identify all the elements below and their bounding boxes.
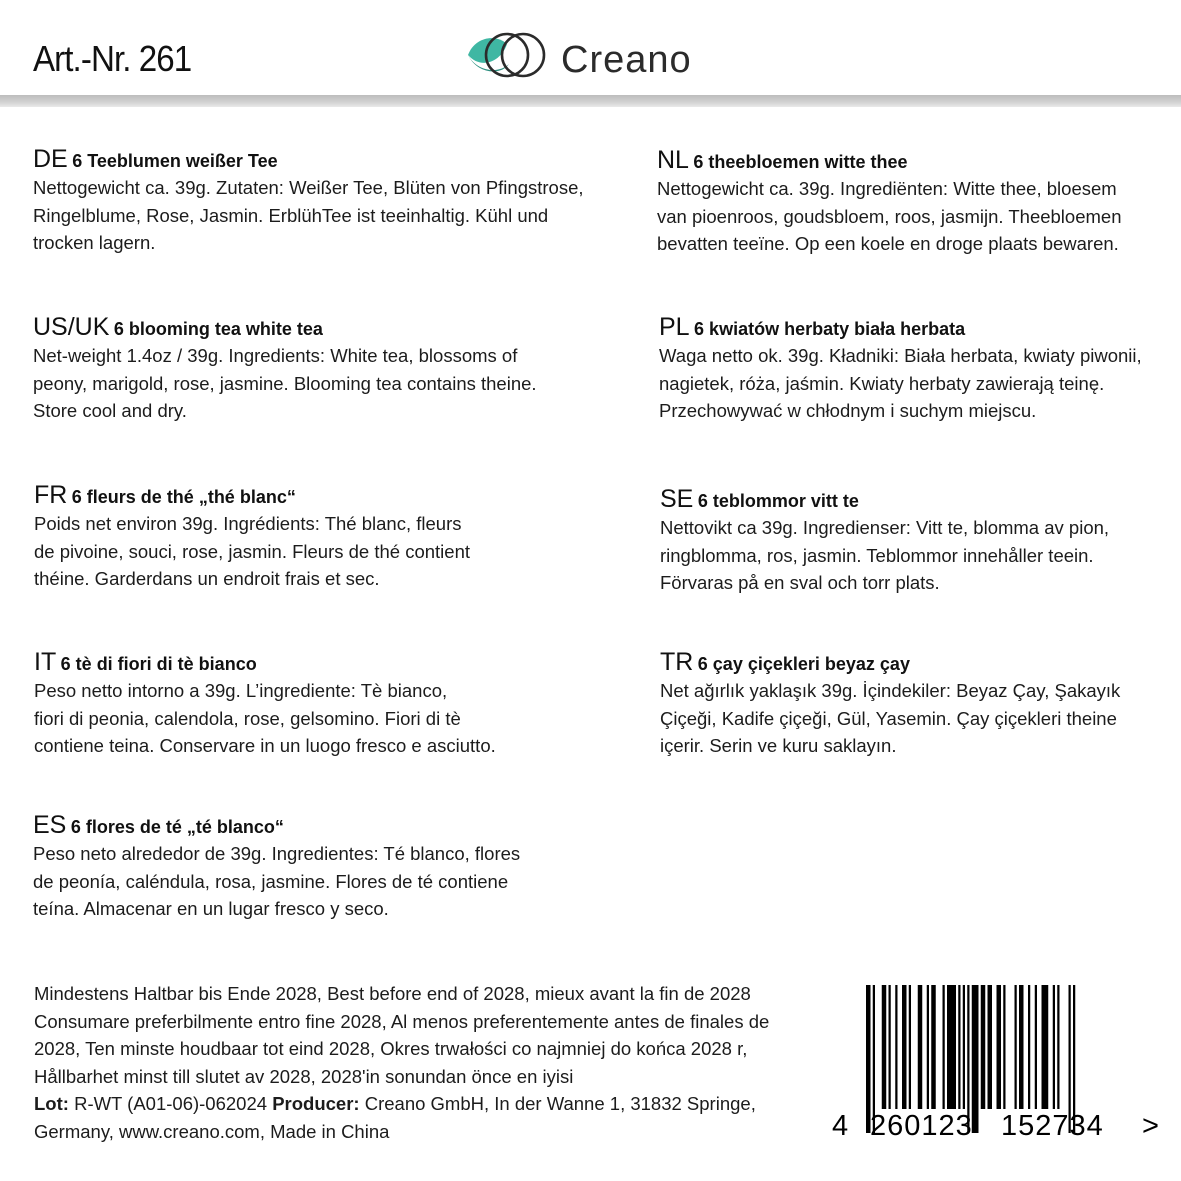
body-line: Förvaras på en sval och torr plats. (660, 572, 940, 593)
section-title: 6 theebloemen witte thee (693, 152, 908, 172)
body-line: Ringelblume, Rose, Jasmin. ErblühTee ist teeinhaltig. Kühl und (33, 204, 549, 226)
lang-code: FR (34, 481, 68, 509)
body-line: Nettogewicht ca. 39g. Ingrediënten: Witte thee, bloesem (657, 178, 1117, 199)
barcode (830, 985, 1165, 1145)
producer-line-2: Germany, www.creano.com, Made in China (34, 1120, 390, 1142)
section-se (660, 483, 1181, 597)
body-line: trocken lagern. (33, 232, 156, 253)
best-before-line: Mindestens Haltbar bis Ende 2028, Best before end of 2028, mieux avant la fin de 2028 (34, 983, 751, 1004)
barcode-bar (1015, 985, 1017, 1109)
section-body (33, 342, 593, 425)
body-line: fiori di peonia, calendola, rose, gelsomino. Fiori di tè (34, 707, 461, 729)
section-body (33, 174, 593, 257)
header-divider (0, 95, 1181, 107)
body-line: de peonía, caléndula, rosa, jasmine. Flores de té contiene (33, 870, 509, 892)
section-title: 6 Teeblumen weißer Tee (72, 151, 278, 171)
body-line: contiene teina. Conservare in un luogo fresco e asciutto. (34, 735, 496, 756)
lang-code: IT (34, 648, 57, 676)
barcode-bar (943, 985, 945, 1109)
producer-label: Producer: (272, 1093, 360, 1114)
barcode-bar (997, 985, 1002, 1109)
barcode-bar (1028, 985, 1030, 1109)
footer-info (34, 980, 794, 1145)
body-line: ringblomma, ros, jasmin. Teblommor innehåller teein. (660, 544, 1094, 566)
body-line: de pivoine, souci, rose, jasmin. Fleurs de thé contient (34, 540, 471, 562)
lang-code: ES (33, 811, 67, 839)
section-body (660, 677, 1181, 760)
body-line: teína. Almacenar en un lugar fresco y seco. (33, 898, 389, 919)
section-title: 6 blooming tea white tea (113, 319, 323, 339)
section-fr (34, 479, 574, 593)
art-number: Art.-Nr. 261 (33, 38, 192, 79)
best-before-line: 2028, Ten minste houdbaar tot eind 2028, Okres trwałości co najmniej do końca 2028 r, (34, 1038, 748, 1059)
barcode-bar (1057, 985, 1059, 1109)
barcode-bar (963, 985, 965, 1109)
two-leaf-circles-icon (465, 30, 547, 80)
barcode-bar (889, 985, 891, 1109)
body-line: Net ağırlık yaklaşık 39g. İçindekiler: Beyaz Çay, Şakayık (660, 680, 1121, 701)
body-line: théine. Garderdans un endroit frais et sec. (34, 568, 380, 589)
barcode-bar (902, 985, 907, 1109)
barcode-bar (882, 985, 887, 1109)
lot-label: Lot: (34, 1093, 69, 1114)
barcode-bar (931, 985, 936, 1109)
lang-code: TR (660, 648, 694, 676)
section-title: 6 kwiatów herbaty biała herbata (694, 319, 966, 339)
body-line: peony, marigold, rose, jasmine. Blooming tea contains theine. (33, 372, 537, 394)
section-title: 6 teblommor vitt te (697, 491, 859, 511)
section-it (34, 646, 574, 760)
section-title: 6 flores de té „té blanco“ (70, 817, 284, 837)
body-line: Poids net environ 39g. Ingrédients: Thé blanc, fleurs (34, 513, 462, 534)
brand-name: Creano (561, 39, 692, 81)
barcode-bar (909, 985, 911, 1109)
body-line: nagietek, róża, jaśmin. Kwiaty herbaty zawierają teinę. (659, 372, 1105, 394)
body-line: Waga netto ok. 39g. Kładniki: Biała herbata, kwiaty piwonii, (659, 345, 1142, 366)
section-body (34, 510, 594, 593)
body-line: Peso netto intorno a 39g. L’ingrediente: Tè bianco, (34, 680, 448, 701)
section-title: 6 tè di fiori di tè bianco (60, 654, 257, 674)
barcode-bar (1053, 985, 1055, 1109)
body-line: Przechowywać w chłodnym i suchym miejscu. (659, 400, 1037, 421)
best-before-line: Consumare preferbilmente entro fine 2028, Al menos preferentemente antes de finales de (34, 1010, 770, 1032)
section-nl (657, 144, 1181, 258)
section-us-uk (33, 311, 573, 425)
barcode-bar (895, 985, 897, 1109)
barcode-bar (947, 985, 956, 1109)
barcode-bar (1003, 985, 1005, 1109)
body-line: bevatten teeïne. Op een koele en droge plaats bewaren. (657, 233, 1119, 254)
barcode-end-marker: > (1142, 1110, 1159, 1142)
section-body (34, 677, 594, 760)
section-de (33, 143, 584, 257)
barcode-bar (927, 985, 929, 1109)
body-line: Net-weight 1.4oz / 39g. Ingredients: White tea, blossoms of (33, 345, 518, 366)
barcode-bar (1035, 985, 1037, 1109)
best-before-line: Hållbarhet minst till slutet av 2028, 2028'in sonundan önce en iyisi (34, 1065, 574, 1087)
section-tr (660, 646, 1181, 760)
lang-code: US/UK (33, 313, 110, 341)
barcode-bar (988, 985, 993, 1109)
barcode-group-2: 152734 (1001, 1110, 1104, 1142)
producer-value: Creano GmbH, In der Wanne 1, 31832 Springe, (359, 1093, 756, 1114)
barcode-bar (1042, 985, 1049, 1109)
body-line: Nettovikt ca 39g. Ingredienser: Vitt te, blomma av pion, (660, 517, 1110, 538)
barcode-bar (981, 985, 986, 1109)
body-line: içerir. Serin ve kuru saklayın. (660, 735, 897, 756)
lang-code: DE (33, 145, 68, 173)
section-body (657, 175, 1181, 258)
section-title: 6 fleurs de thé „thé blanc“ (71, 487, 296, 507)
barcode-group-1: 260123 (870, 1110, 973, 1142)
body-line: Store cool and dry. (33, 400, 187, 421)
lot-value: R-WT (A01-06)-062024 (68, 1093, 273, 1114)
barcode-bar (1019, 985, 1024, 1109)
barcode-bar (958, 985, 960, 1109)
section-title: 6 çay çiçekleri beyaz çay (697, 654, 910, 674)
barcode-lead-digit: 4 (832, 1110, 849, 1142)
barcode-bar (918, 985, 923, 1109)
lang-code: PL (659, 313, 690, 341)
section-body (33, 840, 593, 923)
lang-code: NL (657, 146, 689, 174)
body-line: Nettogewicht ca. 39g. Zutaten: Weißer Tee, Blüten von Pfingstrose, (33, 177, 584, 198)
section-es (33, 809, 573, 923)
section-pl (659, 311, 1181, 425)
lot-producer-line (34, 1090, 794, 1118)
body-line: van pioenroos, goudsbloem, roos, jasmijn. Theebloemen (657, 205, 1122, 227)
body-line: Çiçeği, Kadife çiçeği, Gül, Yasemin. Çay çiçekleri theine (660, 707, 1117, 729)
lang-code: SE (660, 485, 694, 513)
section-body (660, 514, 1181, 597)
body-line: Peso neto alrededor de 39g. Ingredientes: Té blanco, flores (33, 843, 521, 864)
section-body (659, 342, 1181, 425)
